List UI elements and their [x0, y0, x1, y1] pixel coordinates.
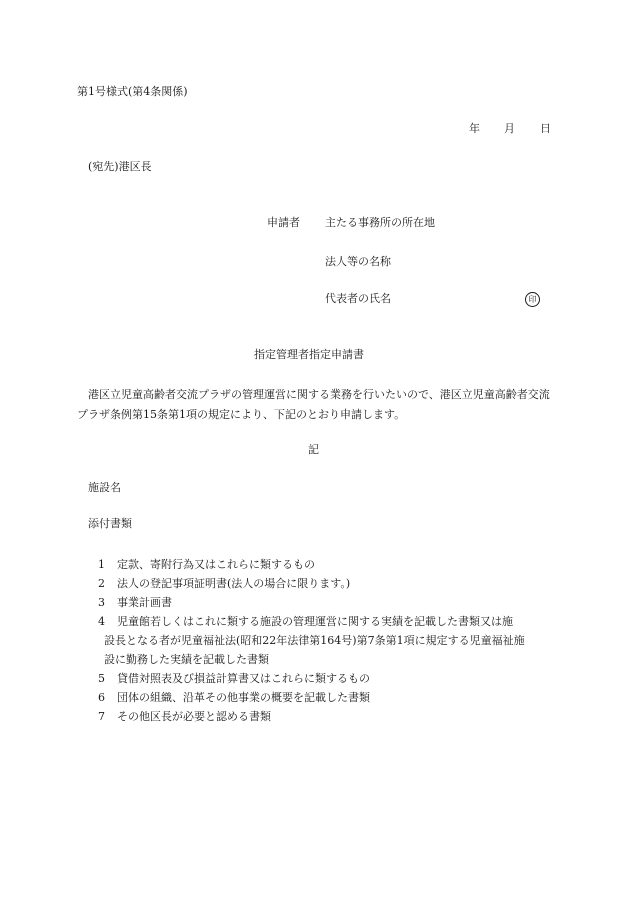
seal-mark: 印	[525, 292, 540, 307]
list-item: 6 団体の組織、沿革その他事業の概要を記載した書類	[98, 691, 370, 704]
date-year: 年	[469, 122, 480, 135]
list-item: 4 児童館若しくはこれに類する施設の管理運営に関する実績を記載した書類又は施 設長となる者が児童福祉法(昭和22年法律第164号)第7条第1項に規定する児童福祉施 設に勤務した実績を記載した書類	[98, 615, 525, 666]
application-body: 港区立児童高齢者交流プラザの管理運営に関する業務を行いたいので、港区立児童高齢者交流プラザ条例第15条第1項の規定により、下記のとおり申請します。	[77, 388, 550, 421]
office-address-label: 主たる事務所の所在地	[325, 216, 435, 229]
list-item: 2 法人の登記事項証明書(法人の場合に限ります。)	[98, 577, 351, 590]
addressee: (宛先)港区長	[88, 160, 152, 173]
list-item: 7 その他区長が必要と認める書類	[98, 710, 271, 723]
list-item: 3 事業計画書	[98, 596, 172, 609]
applicant-label: 申請者	[267, 216, 300, 229]
list-item: 1 定款、寄附行為又はこれらに類するもの	[98, 558, 315, 571]
date-month: 月	[504, 122, 515, 135]
ki-heading: 記	[308, 443, 319, 456]
organization-name-label: 法人等の名称	[325, 255, 391, 268]
document-title: 指定管理者指定申請書	[254, 348, 364, 361]
attachments-list	[98, 555, 553, 726]
facility-name-label: 施設名	[88, 481, 121, 494]
attachments-label: 添付書類	[88, 517, 132, 530]
representative-name-label: 代表者の氏名	[325, 292, 391, 305]
form-number: 第1号様式(第4条関係)	[77, 85, 188, 98]
date-day: 日	[540, 122, 551, 135]
list-item: 5 貸借対照表及び損益計算書又はこれらに類するもの	[98, 672, 370, 685]
